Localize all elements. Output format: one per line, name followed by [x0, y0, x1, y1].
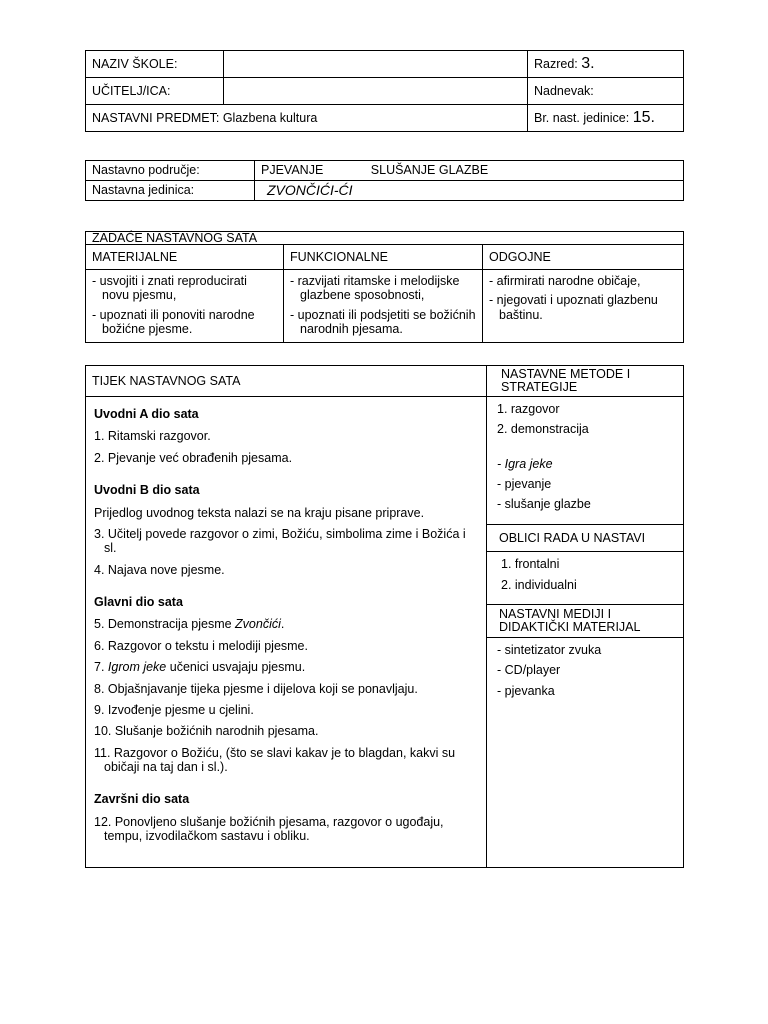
list-item: 10. Slušanje božićnih narodnih pjesama. — [94, 724, 319, 739]
forms-block — [487, 552, 683, 601]
list-item: 8. Objašnjavanje tijeka pjesme i dijelova koji se ponavljaju. — [94, 681, 418, 696]
list-item: 2. Pjevanje već obrađenih pjesama. — [94, 450, 293, 465]
methods-title: NASTAVNE METODE I STRATEGIJE — [487, 366, 684, 397]
item-text: 7. — [94, 660, 108, 675]
intro-b-title: Uvodni B dio sata — [94, 483, 200, 498]
subject-value: Glazbena kultura — [222, 110, 318, 125]
list-item — [94, 660, 478, 674]
lesson-table — [85, 365, 684, 868]
list-item: - sintetizator zvuka — [497, 643, 602, 657]
methods-cell — [487, 397, 684, 868]
grade-value: 3. — [581, 54, 595, 72]
list-item: - Igra jeke — [497, 456, 553, 471]
list-item: - razvijati ritamske i melodijske glazbene sposobnosti, — [290, 274, 460, 303]
item-text: 5. Demonstracija pjesme — [94, 617, 236, 632]
grade-cell — [528, 51, 684, 78]
teacher-label: UČITELJ/ICA: — [86, 78, 224, 105]
final-title: Završni dio sata — [94, 792, 190, 807]
item-text: učenici usvajaju pjesmu. — [166, 660, 306, 675]
list-item: 2. demonstracija — [497, 422, 589, 437]
tasks-col-material: MATERIJALNE — [86, 245, 284, 270]
forms-title: OBLICI RADA U NASTAVI — [487, 524, 683, 552]
list-item: 11. Razgovor o Božiću, (što se slavi kakav je to blagdan, kakvi su običaji na taj dan i sl.). — [94, 745, 456, 774]
area-table — [85, 160, 684, 201]
header-table — [85, 50, 684, 132]
list-item: - njegovati i upoznati glazbenu baštinu. — [489, 293, 658, 322]
tasks-col-functional: FUNKCIONALNE — [284, 245, 483, 270]
list-item: - CD/player — [497, 663, 561, 678]
list-item: 1. Ritamski razgovor. — [94, 429, 211, 444]
list-item: 2. individualni — [501, 577, 577, 592]
tasks-col-educational: ODGOJNE — [483, 245, 684, 270]
lesson-title: TIJEK NASTAVNOG SATA — [86, 366, 487, 397]
list-item: 12. Ponovljeno slušanje božićnih pjesama, razgovor o ugođaju, tempu, izvodilačkom sastavu i obliku. — [94, 814, 444, 844]
school-value — [224, 51, 528, 78]
list-item: - pjevanje — [497, 476, 552, 491]
list-item: 1. razgovor — [497, 402, 560, 416]
list-item: - upoznati ili ponoviti narodne božićne pjesme. — [92, 307, 255, 337]
item-text: . — [280, 617, 285, 632]
subject-cell — [86, 105, 528, 132]
unit-number-value: 15. — [632, 108, 655, 126]
list-item: - slušanje glazbe — [497, 497, 591, 511]
main-title: Glavni dio sata — [94, 595, 183, 609]
unit-value: ZVONČIĆI-ĆI — [255, 181, 684, 201]
methods-block — [487, 397, 683, 520]
list-item: 4. Najava nove pjesme. — [94, 562, 225, 577]
list-item: 9. Izvođenje pjesme u cjelini. — [94, 702, 254, 717]
tasks-table — [85, 231, 684, 343]
song-title: Zvončići — [235, 617, 281, 632]
list-item — [94, 617, 478, 631]
list-item: - afirmirati narodne običaje, — [489, 274, 641, 288]
subject-label: NASTAVNI PREDMET: — [92, 110, 220, 125]
tasks-educational-cell — [483, 270, 684, 343]
list-item: 3. Učitelj povede razgovor o zimi, Božiću, simbolima zime i Božića i sl. — [94, 526, 466, 556]
grade-label: Razred: — [534, 56, 578, 71]
teacher-value — [224, 78, 528, 105]
unit-number-cell — [528, 105, 684, 132]
date-label: Nadnevak: — [528, 78, 684, 105]
lesson-flow-cell — [86, 397, 487, 868]
list-item: 6. Razgovor o tekstu i melodiji pjesme. — [94, 638, 308, 653]
media-title: NASTAVNI MEDIJI I DIDAKTIČKI MATERIJAL — [487, 604, 683, 638]
intro-b-note: Prijedlog uvodnog teksta nalazi se na kraju pisane priprave. — [94, 505, 425, 520]
game-title: Igrom jeke — [107, 660, 167, 675]
tasks-functional-cell — [284, 270, 483, 343]
tasks-title: ZADAĆE NASTAVNOG SATA — [86, 232, 684, 245]
area-value-listening: SLUŠANJE GLAZBE — [370, 163, 489, 178]
media-block — [487, 638, 683, 707]
area-value-singing: PJEVANJE — [261, 163, 324, 178]
tasks-material-cell — [86, 270, 284, 343]
school-label: NAZIV ŠKOLE: — [86, 51, 224, 78]
list-item: - upoznati ili podsjetiti se božićnih narodnih pjesama. — [290, 307, 476, 337]
list-item: - pjevanka — [497, 683, 555, 698]
intro-a-title: Uvodni A dio sata — [94, 407, 199, 421]
area-label: Nastavno područje: — [86, 161, 255, 181]
unit-number-label: Br. nast. jedinice: — [534, 110, 630, 125]
list-item: 1. frontalni — [501, 557, 560, 572]
area-value-cell — [255, 161, 684, 181]
unit-label: Nastavna jedinica: — [86, 181, 255, 201]
list-item: - usvojiti i znati reproducirati novu pjesmu, — [92, 274, 247, 303]
